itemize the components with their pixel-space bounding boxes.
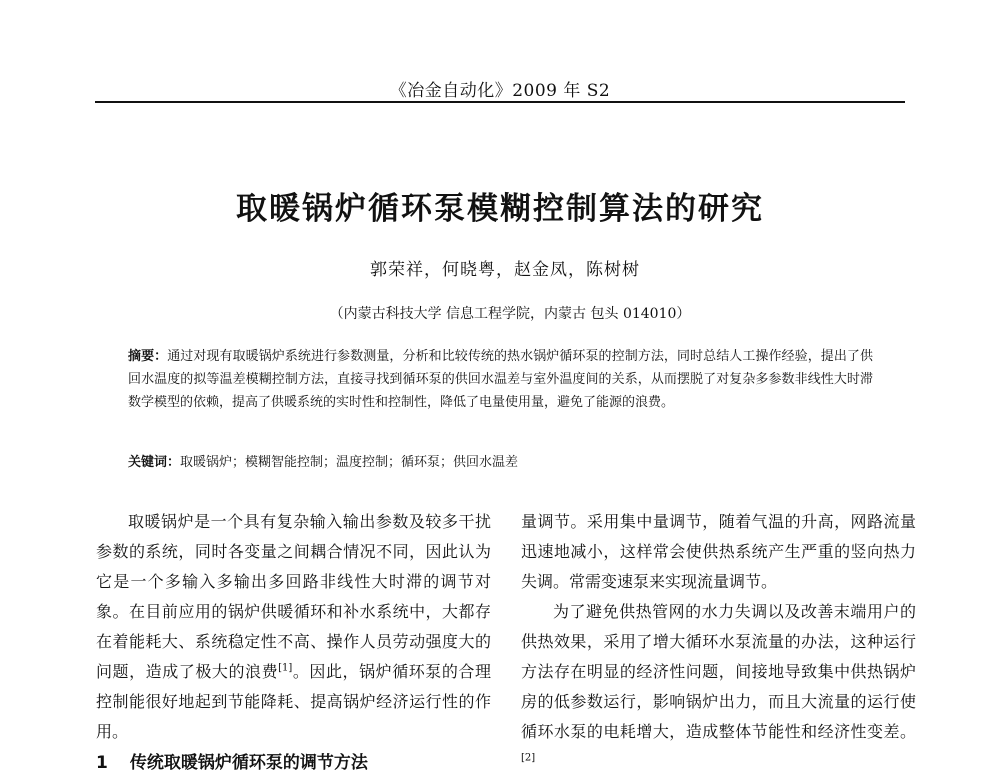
keywords [128, 451, 873, 474]
citation-1: [1] [278, 662, 293, 674]
keywords-text: 取暖锅炉；模糊智能控制；温度控制；循环泵；供回水温差 [180, 455, 519, 470]
right-paragraph-1: 量调节。采用集中量调节，随着气温的升高，网路流量迅速地减小，这样常会使供热系统产生严重的竖向热力失调。常需变速泵来实现流量调节。 [521, 512, 916, 591]
section-1-heading [96, 749, 491, 777]
right-paragraph-2 [521, 597, 916, 777]
abstract-text: 通过对现有取暖锅炉系统进行参数测量，分析和比较传统的热水锅炉循环泵的控制方法，同时总结人工操作经验，提出了供回水温度的拟等温差模糊控制方法，直接寻找到循环泵的供回水温差与室外温度间的关系，从而摆脱了对复杂多参数非线性大时滞数学模型的依赖，提高了供暖系统的实时性和控制性，降低了电量使用量，避免了能源的浪费。 [128, 349, 873, 410]
abstract-label: 摘要： [128, 349, 168, 364]
header-rule [95, 101, 905, 103]
right-paragraph-2-text: 为了避免供热管网的水力失调以及改善末端用户的供热效果，采用了增大循环水泵流量的办法，这种运行方法存在明显的经济性问题，间接地导致集中供热锅炉房的低参数运行，影响锅炉出力，而且大流量的运行使循环水泵的电耗增大，造成整体节能性和经济性变差。 [521, 602, 916, 741]
intro-text: 取暖锅炉是一个具有复杂输入输出参数及较多干扰参数的系统，同时各变量之间耦合情况不同，因此认为它是一个多输入多输出多回路非线性大时滞的调节对象。在目前应用的锅炉供暖循环和补水系统中，大都存在着能耗大、系统稳定性不高、操作人员劳动强度大的问题，造成了极大的浪费 [96, 512, 491, 681]
intro-paragraph [96, 507, 491, 747]
section-number: 1 [96, 753, 108, 773]
running-header: 《冶金自动化》2009 年 S2 [389, 81, 611, 101]
section-title: 传统取暖锅炉循环泵的调节方法 [129, 753, 368, 773]
body-left-column [96, 507, 491, 777]
citation-2: [2] [521, 752, 536, 764]
paper-authors: 郭荣祥，何晓粤，赵金凤，陈树树 [370, 260, 640, 280]
body-right-column [521, 507, 916, 777]
intro-text-tail: 。因此，锅炉循环泵的合理控制能很好地起到节能降耗、提高锅炉经济运行性的作用。 [96, 662, 491, 741]
paper-title: 取暖锅炉循环泵模糊控制算法的研究 [236, 191, 764, 227]
keywords-label: 关键词： [128, 455, 181, 470]
abstract [128, 345, 873, 414]
paper-affiliation: （内蒙古科技大学 信息工程学院，内蒙古 包头 014010） [329, 306, 691, 322]
